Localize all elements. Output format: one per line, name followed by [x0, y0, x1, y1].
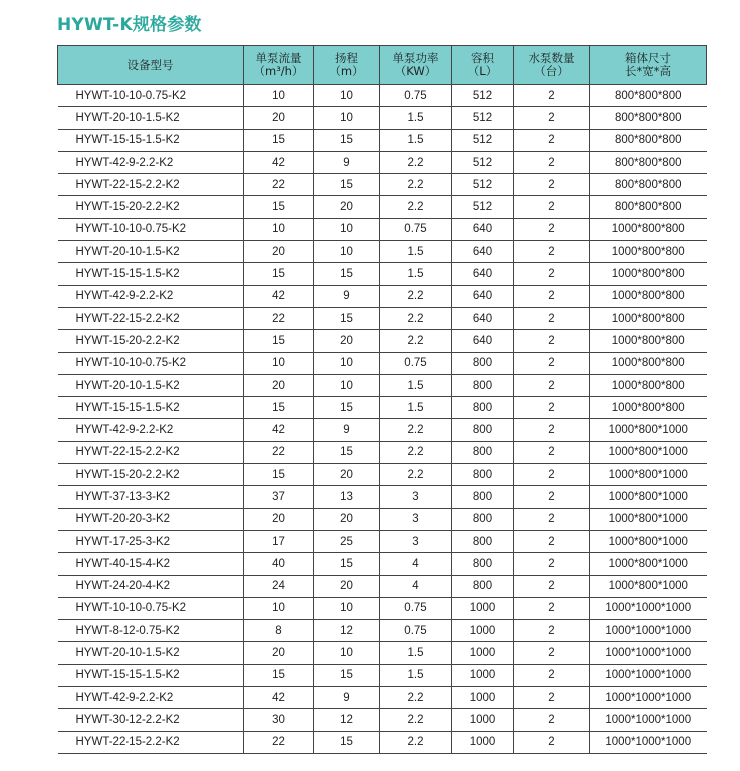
cell-dimensions: 1000*800*800 [590, 285, 707, 307]
cell-dimensions: 1000*800*1000 [590, 575, 707, 597]
col-header-head [314, 46, 380, 85]
cell-flow: 15 [244, 129, 314, 151]
cell-volume: 800 [452, 486, 514, 508]
cell-head: 10 [314, 597, 380, 619]
table-row [58, 241, 707, 263]
cell-model: HYWT-42-9-2.2-K2 [58, 151, 244, 173]
cell-volume: 1000 [452, 620, 514, 642]
table-row [58, 174, 707, 196]
cell-model: HYWT-15-15-1.5-K2 [58, 263, 244, 285]
header-unit: 长*宽*高 [625, 64, 671, 78]
cell-pump-count: 2 [514, 174, 590, 196]
cell-volume: 800 [452, 464, 514, 486]
cell-model: HYWT-40-15-4-K2 [58, 553, 244, 575]
cell-model: HYWT-42-9-2.2-K2 [58, 687, 244, 709]
cell-volume: 800 [452, 397, 514, 419]
cell-head: 15 [314, 397, 380, 419]
cell-flow: 10 [244, 85, 314, 107]
header-unit: （m³/h） [253, 64, 304, 78]
cell-head: 15 [314, 307, 380, 329]
cell-flow: 22 [244, 307, 314, 329]
cell-dimensions: 1000*800*800 [590, 397, 707, 419]
page-title: HYWT-K规格参数 [57, 15, 202, 35]
col-header-model [58, 46, 244, 85]
cell-volume: 800 [452, 441, 514, 463]
table-row [58, 530, 707, 552]
cell-dimensions: 1000*800*800 [590, 241, 707, 263]
cell-head: 15 [314, 553, 380, 575]
cell-head: 20 [314, 575, 380, 597]
cell-flow: 42 [244, 151, 314, 173]
cell-head: 13 [314, 486, 380, 508]
header-label: 单泵流量 [255, 51, 302, 65]
cell-power: 3 [380, 508, 452, 530]
cell-head: 9 [314, 419, 380, 441]
cell-model: HYWT-15-20-2.2-K2 [58, 330, 244, 352]
cell-head: 20 [314, 508, 380, 530]
cell-power: 2.2 [380, 285, 452, 307]
cell-dimensions: 1000*800*800 [590, 307, 707, 329]
cell-head: 15 [314, 174, 380, 196]
cell-pump-count: 2 [514, 129, 590, 151]
cell-head: 10 [314, 85, 380, 107]
cell-head: 15 [314, 664, 380, 686]
table-row [58, 575, 707, 597]
cell-head: 10 [314, 352, 380, 374]
cell-dimensions: 1000*1000*1000 [590, 597, 707, 619]
cell-pump-count: 2 [514, 530, 590, 552]
cell-dimensions: 1000*1000*1000 [590, 731, 707, 753]
table-row [58, 151, 707, 173]
cell-head: 9 [314, 151, 380, 173]
table-row [58, 553, 707, 575]
table-row [58, 709, 707, 731]
cell-power: 0.75 [380, 620, 452, 642]
cell-pump-count: 2 [514, 687, 590, 709]
cell-flow: 20 [244, 642, 314, 664]
col-header-dimensions [590, 46, 707, 85]
header-label: 设备型号 [127, 57, 174, 72]
cell-power: 1.5 [380, 107, 452, 129]
cell-power: 2.2 [380, 174, 452, 196]
cell-pump-count: 2 [514, 575, 590, 597]
cell-power: 2.2 [380, 687, 452, 709]
cell-volume: 1000 [452, 687, 514, 709]
cell-flow: 42 [244, 687, 314, 709]
cell-model: HYWT-10-10-0.75-K2 [58, 85, 244, 107]
cell-model: HYWT-37-13-3-K2 [58, 486, 244, 508]
cell-head: 10 [314, 374, 380, 396]
cell-pump-count: 2 [514, 374, 590, 396]
cell-volume: 1000 [452, 664, 514, 686]
cell-power: 1.5 [380, 241, 452, 263]
col-header-volume [452, 46, 514, 85]
cell-volume: 512 [452, 107, 514, 129]
cell-pump-count: 2 [514, 731, 590, 753]
cell-head: 10 [314, 642, 380, 664]
cell-pump-count: 2 [514, 642, 590, 664]
cell-dimensions: 800*800*800 [590, 129, 707, 151]
cell-pump-count: 2 [514, 620, 590, 642]
cell-model: HYWT-20-10-1.5-K2 [58, 642, 244, 664]
cell-flow: 15 [244, 397, 314, 419]
cell-pump-count: 2 [514, 597, 590, 619]
cell-flow: 24 [244, 575, 314, 597]
cell-head: 10 [314, 241, 380, 263]
cell-model: HYWT-15-15-1.5-K2 [58, 397, 244, 419]
cell-dimensions: 1000*1000*1000 [590, 687, 707, 709]
cell-pump-count: 2 [514, 464, 590, 486]
cell-dimensions: 1000*800*800 [590, 330, 707, 352]
cell-dimensions: 800*800*800 [590, 196, 707, 218]
cell-head: 25 [314, 530, 380, 552]
cell-volume: 800 [452, 530, 514, 552]
cell-power: 0.75 [380, 597, 452, 619]
header-unit: （m） [329, 64, 364, 78]
cell-model: HYWT-22-15-2.2-K2 [58, 174, 244, 196]
cell-pump-count: 2 [514, 486, 590, 508]
cell-model: HYWT-8-12-0.75-K2 [58, 620, 244, 642]
cell-pump-count: 2 [514, 196, 590, 218]
cell-volume: 512 [452, 174, 514, 196]
cell-dimensions: 1000*1000*1000 [590, 664, 707, 686]
cell-model: HYWT-10-10-0.75-K2 [58, 597, 244, 619]
header-label: 容积 [471, 51, 494, 65]
cell-head: 9 [314, 687, 380, 709]
cell-dimensions: 800*800*800 [590, 107, 707, 129]
cell-volume: 640 [452, 263, 514, 285]
cell-power: 2.2 [380, 330, 452, 352]
col-header-pump-count [514, 46, 590, 85]
table-row [58, 307, 707, 329]
cell-dimensions: 1000*1000*1000 [590, 642, 707, 664]
cell-pump-count: 2 [514, 307, 590, 329]
cell-flow: 42 [244, 285, 314, 307]
cell-model: HYWT-22-15-2.2-K2 [58, 307, 244, 329]
cell-volume: 512 [452, 196, 514, 218]
cell-model: HYWT-15-20-2.2-K2 [58, 196, 244, 218]
cell-dimensions: 800*800*800 [590, 174, 707, 196]
cell-flow: 20 [244, 508, 314, 530]
table-row [58, 129, 707, 151]
cell-model: HYWT-15-15-1.5-K2 [58, 664, 244, 686]
cell-volume: 1000 [452, 642, 514, 664]
cell-dimensions: 1000*800*1000 [590, 486, 707, 508]
table-row [58, 486, 707, 508]
table-row [58, 285, 707, 307]
cell-model: HYWT-15-15-1.5-K2 [58, 129, 244, 151]
cell-power: 2.2 [380, 151, 452, 173]
cell-model: HYWT-22-15-2.2-K2 [58, 441, 244, 463]
table-row [58, 642, 707, 664]
cell-head: 10 [314, 107, 380, 129]
cell-pump-count: 2 [514, 709, 590, 731]
table-row [58, 374, 707, 396]
cell-head: 9 [314, 285, 380, 307]
cell-volume: 640 [452, 241, 514, 263]
table-row [58, 620, 707, 642]
cell-power: 2.2 [380, 196, 452, 218]
cell-dimensions: 1000*800*1000 [590, 508, 707, 530]
cell-power: 1.5 [380, 374, 452, 396]
table-header-row [58, 46, 707, 85]
cell-dimensions: 1000*1000*1000 [590, 709, 707, 731]
cell-power: 1.5 [380, 642, 452, 664]
header-unit: （KW） [394, 64, 437, 78]
cell-head: 15 [314, 731, 380, 753]
cell-model: HYWT-17-25-3-K2 [58, 530, 244, 552]
header-label: 单泵功率 [392, 51, 439, 65]
cell-power: 1.5 [380, 129, 452, 151]
cell-head: 10 [314, 218, 380, 240]
cell-pump-count: 2 [514, 508, 590, 530]
header-label: 扬程 [335, 51, 358, 65]
header-label: 箱体尺寸 [625, 51, 671, 65]
cell-pump-count: 2 [514, 553, 590, 575]
cell-pump-count: 2 [514, 285, 590, 307]
cell-volume: 640 [452, 307, 514, 329]
cell-flow: 15 [244, 664, 314, 686]
cell-volume: 800 [452, 352, 514, 374]
table-row [58, 352, 707, 374]
cell-dimensions: 1000*800*1000 [590, 419, 707, 441]
col-header-power [380, 46, 452, 85]
cell-head: 12 [314, 709, 380, 731]
cell-flow: 15 [244, 263, 314, 285]
cell-flow: 37 [244, 486, 314, 508]
table-row [58, 464, 707, 486]
cell-pump-count: 2 [514, 419, 590, 441]
cell-flow: 42 [244, 419, 314, 441]
cell-dimensions: 1000*800*1000 [590, 530, 707, 552]
cell-dimensions: 1000*1000*1000 [590, 620, 707, 642]
cell-volume: 640 [452, 285, 514, 307]
cell-model: HYWT-20-10-1.5-K2 [58, 374, 244, 396]
table-row [58, 85, 707, 107]
table-row [58, 419, 707, 441]
col-header-flow [244, 46, 314, 85]
cell-flow: 20 [244, 241, 314, 263]
cell-head: 20 [314, 196, 380, 218]
cell-model: HYWT-24-20-4-K2 [58, 575, 244, 597]
cell-model: HYWT-10-10-0.75-K2 [58, 218, 244, 240]
cell-flow: 15 [244, 330, 314, 352]
table-row [58, 397, 707, 419]
cell-flow: 15 [244, 464, 314, 486]
table-row [58, 263, 707, 285]
table-row [58, 508, 707, 530]
header-unit: （L） [467, 64, 498, 78]
cell-flow: 10 [244, 597, 314, 619]
cell-volume: 512 [452, 129, 514, 151]
cell-dimensions: 1000*800*1000 [590, 464, 707, 486]
cell-dimensions: 1000*800*1000 [590, 441, 707, 463]
cell-flow: 20 [244, 107, 314, 129]
cell-volume: 800 [452, 553, 514, 575]
cell-model: HYWT-15-20-2.2-K2 [58, 464, 244, 486]
cell-power: 1.5 [380, 263, 452, 285]
cell-power: 0.75 [380, 218, 452, 240]
cell-volume: 1000 [452, 731, 514, 753]
cell-power: 2.2 [380, 441, 452, 463]
cell-model: HYWT-10-10-0.75-K2 [58, 352, 244, 374]
table-row [58, 687, 707, 709]
table-row [58, 107, 707, 129]
cell-volume: 800 [452, 419, 514, 441]
table-row [58, 664, 707, 686]
cell-pump-count: 2 [514, 241, 590, 263]
cell-power: 2.2 [380, 464, 452, 486]
cell-flow: 10 [244, 352, 314, 374]
cell-volume: 1000 [452, 597, 514, 619]
header-label: 水泵数量 [528, 51, 575, 65]
cell-power: 0.75 [380, 85, 452, 107]
cell-head: 20 [314, 330, 380, 352]
cell-volume: 800 [452, 575, 514, 597]
cell-volume: 640 [452, 330, 514, 352]
cell-model: HYWT-20-20-3-K2 [58, 508, 244, 530]
cell-pump-count: 2 [514, 151, 590, 173]
cell-pump-count: 2 [514, 664, 590, 686]
cell-pump-count: 2 [514, 330, 590, 352]
cell-volume: 512 [452, 151, 514, 173]
table-row [58, 597, 707, 619]
table-row [58, 441, 707, 463]
cell-flow: 8 [244, 620, 314, 642]
table-body [58, 85, 707, 754]
cell-pump-count: 2 [514, 397, 590, 419]
cell-pump-count: 2 [514, 85, 590, 107]
cell-model: HYWT-22-15-2.2-K2 [58, 731, 244, 753]
cell-flow: 17 [244, 530, 314, 552]
cell-head: 12 [314, 620, 380, 642]
cell-pump-count: 2 [514, 441, 590, 463]
cell-head: 15 [314, 263, 380, 285]
cell-pump-count: 2 [514, 352, 590, 374]
cell-volume: 512 [452, 85, 514, 107]
cell-volume: 800 [452, 508, 514, 530]
table-row [58, 196, 707, 218]
cell-model: HYWT-30-12-2.2-K2 [58, 709, 244, 731]
cell-dimensions: 1000*800*800 [590, 374, 707, 396]
cell-pump-count: 2 [514, 218, 590, 240]
cell-head: 15 [314, 129, 380, 151]
cell-model: HYWT-20-10-1.5-K2 [58, 241, 244, 263]
cell-power: 1.5 [380, 397, 452, 419]
cell-power: 4 [380, 575, 452, 597]
cell-flow: 40 [244, 553, 314, 575]
cell-flow: 22 [244, 441, 314, 463]
cell-flow: 15 [244, 196, 314, 218]
cell-volume: 1000 [452, 709, 514, 731]
cell-head: 20 [314, 464, 380, 486]
cell-power: 4 [380, 553, 452, 575]
header-unit: （台） [534, 64, 569, 78]
cell-power: 2.2 [380, 419, 452, 441]
cell-flow: 20 [244, 374, 314, 396]
table-row [58, 731, 707, 753]
table-row [58, 330, 707, 352]
cell-volume: 640 [452, 218, 514, 240]
cell-head: 15 [314, 441, 380, 463]
cell-pump-count: 2 [514, 107, 590, 129]
cell-dimensions: 1000*800*800 [590, 352, 707, 374]
cell-dimensions: 800*800*800 [590, 85, 707, 107]
cell-power: 3 [380, 530, 452, 552]
cell-volume: 800 [452, 374, 514, 396]
cell-model: HYWT-42-9-2.2-K2 [58, 419, 244, 441]
cell-flow: 22 [244, 174, 314, 196]
cell-dimensions: 1000*800*1000 [590, 553, 707, 575]
cell-power: 0.75 [380, 352, 452, 374]
cell-dimensions: 1000*800*800 [590, 263, 707, 285]
cell-flow: 10 [244, 218, 314, 240]
spec-table [57, 45, 707, 754]
table-row [58, 218, 707, 240]
cell-power: 1.5 [380, 664, 452, 686]
cell-model: HYWT-20-10-1.5-K2 [58, 107, 244, 129]
cell-flow: 30 [244, 709, 314, 731]
cell-dimensions: 800*800*800 [590, 151, 707, 173]
cell-pump-count: 2 [514, 263, 590, 285]
cell-power: 2.2 [380, 307, 452, 329]
cell-model: HYWT-42-9-2.2-K2 [58, 285, 244, 307]
cell-power: 3 [380, 486, 452, 508]
cell-dimensions: 1000*800*800 [590, 218, 707, 240]
cell-flow: 22 [244, 731, 314, 753]
cell-power: 2.2 [380, 709, 452, 731]
cell-power: 2.2 [380, 731, 452, 753]
